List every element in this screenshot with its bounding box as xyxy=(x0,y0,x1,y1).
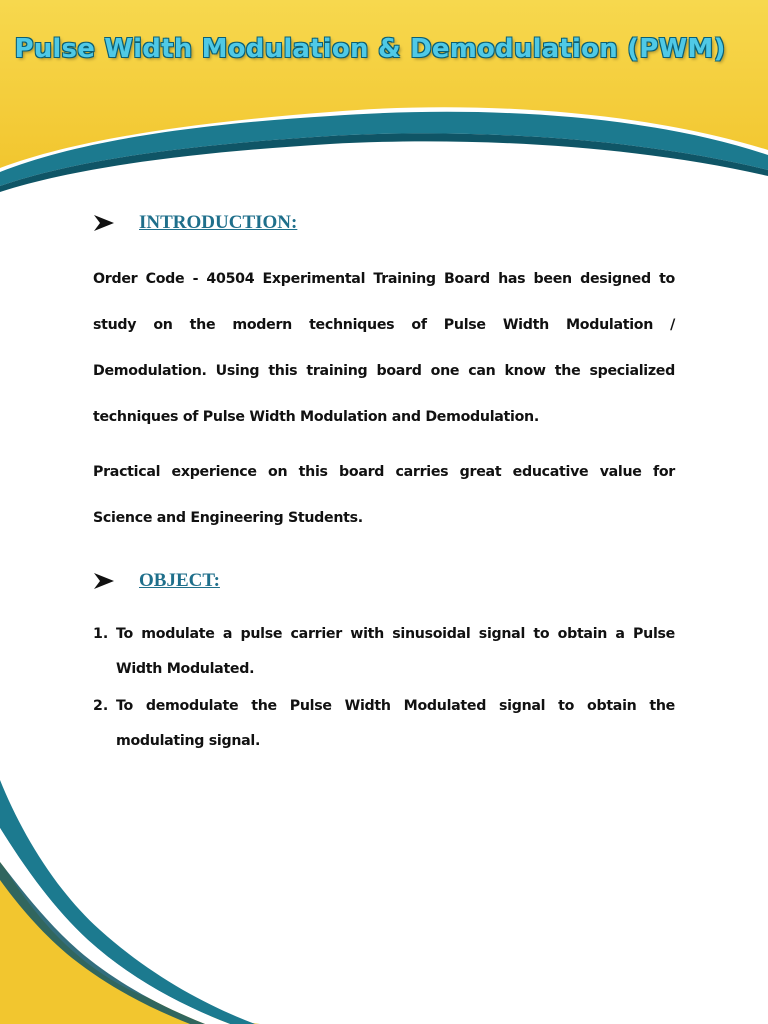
introduction-heading: INTRODUCTION: xyxy=(139,212,298,233)
arrow-bullet-icon xyxy=(92,571,116,591)
object-heading: OBJECT: xyxy=(139,570,220,591)
list-item xyxy=(93,617,675,687)
list-item xyxy=(93,689,675,759)
list-item-text: To demodulate the Pulse Width Modulated signal to obtain the modulating signal. xyxy=(116,698,675,749)
top-banner-decoration xyxy=(0,0,768,200)
arrow-bullet-icon xyxy=(92,213,116,233)
list-item-text: To modulate a pulse carrier with sinusoidal signal to obtain a Pulse Width Modulated. xyxy=(116,626,675,677)
object-heading-row xyxy=(92,566,220,596)
introduction-heading-row xyxy=(92,208,297,238)
list-item-number: 2. xyxy=(93,698,109,714)
bottom-left-wave-decoration xyxy=(0,780,260,1024)
introduction-paragraph-2: Practical experience on this board carries great educative value for Science and Engineering Students. xyxy=(93,464,675,526)
object-list xyxy=(93,617,675,761)
page-title: Pulse Width Modulation & Demodulation (PWM) xyxy=(14,34,726,64)
introduction-paragraph-1: Order Code - 40504 Experimental Training Board has been designed to study on the modern techniques of Pulse Width Modulation / Demodulation. Using this training board one can know the specialized techniques of Pulse Width Modulation and Demodulation. xyxy=(93,271,675,425)
list-item-number: 1. xyxy=(93,626,109,642)
